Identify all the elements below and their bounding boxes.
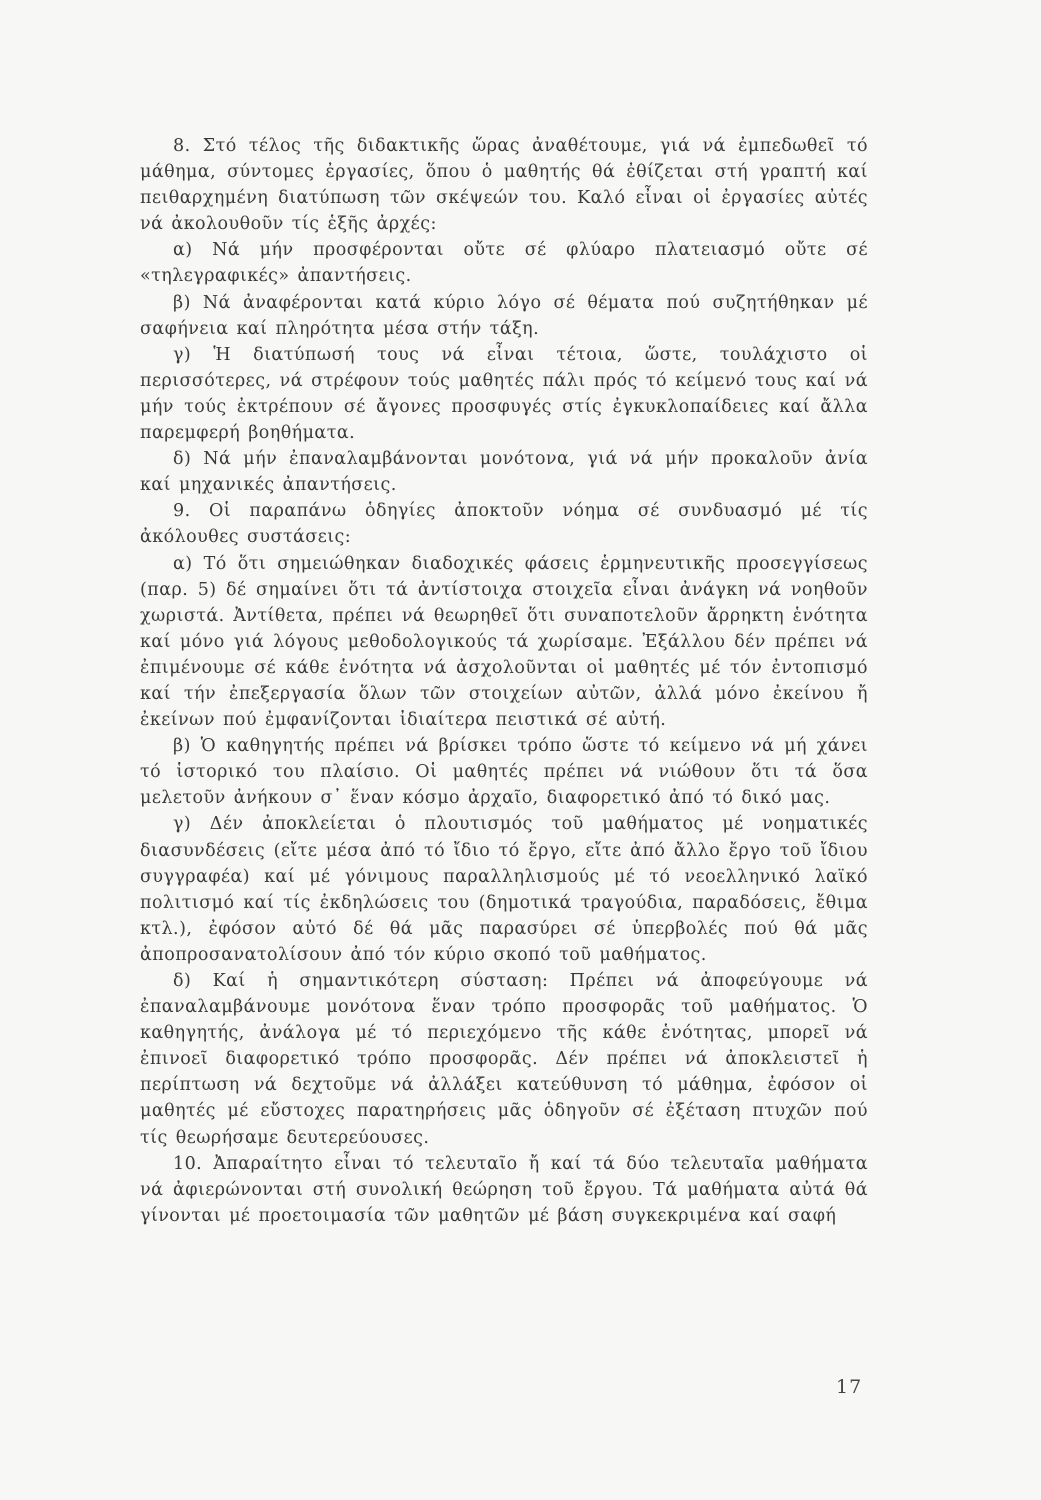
paragraph-8: 8. Στό τέλος τῆς διδακτικῆς ὥρας ἀναθέτουμε, γιά νά ἐμπεδωθεῖ τό μάθημα, σύντομες ἐργασίες, ὅπου ὁ μαθητής θά ἐθίζεται στή γραπτή καί πειθαρχημένη διατύπωση τῶν σκέψεών του. Καλό εἶναι οἱ ἐργασίες αὐτές νά ἀκολουθοῦν τίς ἑξῆς ἀρχές: (140, 136, 868, 235)
paragraph-9-gamma: γ) Δέν ἀποκλείεται ὁ πλουτισμός τοῦ μαθήματος μέ νοηματικές διασυνδέσεις (εἴτε μέσα ἀπό τό ἴδιο τό ἔργο, εἴτε ἀπό ἄλλο ἔργο τοῦ ἴδιου συγγραφέα) καί μέ γόνιμους παραλληλισμούς μέ τό νεοελληνικό λαϊκό πολιτισμό καί τίς ἐκδηλώσεις του (δημοτικά τραγούδια, παραδόσεις, ἔθιμα κτλ.), ἐφόσον αὐτό δέ θά μᾶς παρασύρει σέ ὑπερβολές πού θά μᾶς ἀποπροσανατολίσουν ἀπό τόν κύριο σκοπό τοῦ μαθήματος. (140, 814, 868, 965)
paragraph-9-alpha: α) Τό ὅτι σημειώθηκαν διαδοχικές φάσεις ἑρμηνευτικῆς προσεγγίσεως (παρ. 5) δέ σημαίνει ὅτι τά ἀντίστοιχα στοιχεῖα εἶναι ἀνάγκη νά νοηθοῦν χωριστά. Ἀντίθετα, πρέπει νά θεωρηθεῖ ὅτι συναποτελοῦν ἄρρηκτη ἑνότητα καί μόνο γιά λόγους μεθοδολογικούς τά χωρίσαμε. Ἐξάλλου δέν πρέπει νά ἐπιμένουμε σέ κάθε ἑνότητα νά ἀσχολοῦνται οἱ μαθητές μέ τόν ἐντοπισμό καί τήν ἐπεξεργασία ὅλων τῶν στοιχείων αὐτῶν, ἀλλά μόνο ἐκείνου ἤ ἐκείνων πού ἐμφανίζονται ἰδιαίτερα πειστικά σέ αὐτή. (140, 553, 868, 731)
paragraph-9: 9. Οἱ παραπάνω ὁδηγίες ἀποκτοῦν νόημα σέ συνδυασμό μέ τίς ἀκόλουθες συστάσεις: (140, 501, 868, 548)
paragraph-8-beta: β) Νά ἀναφέρονται κατά κύριο λόγο σέ θέματα πού συζητήθηκαν μέ σαφήνεια καί πληρότητα μέσα στήν τάξη. (140, 292, 868, 339)
page-number: 17 (836, 1376, 863, 1398)
paragraph-10: 10. Ἀπαραίτητο εἶναι τό τελευταῖο ἤ καί τά δύο τελευταῖα μαθήματα νά ἀφιερώνονται στή συνολική θεώρηση τοῦ ἔργου. Τά μαθήματα αὐτά θά γίνονται μέ προετοιμασία τῶν μαθητῶν μέ βάση συγκεκριμένα καί σαφή (140, 1153, 868, 1226)
paragraph-8-gamma: γ) Ἡ διατύπωσή τους νά εἶναι τέτοια, ὥστε, τουλάχιστο οἱ περισσότερες, νά στρέφουν τούς μαθητές πάλι πρός τό κείμενό τους καί νά μήν τούς ἐκτρέπουν σέ ἄγονες προσφυγές στίς ἐγκυκλοπαίδειες καί ἄλλα παρεμφερή βοηθήματα. (140, 344, 868, 444)
paragraph-9-beta: β) Ὁ καθηγητής πρέπει νά βρίσκει τρόπο ὥστε τό κείμενο νά μή χάνει τό ἱστορικό του πλαίσιο. Οἱ μαθητές πρέπει νά νιώθουν ὅτι τά ὅσα μελετοῦν ἀνήκουν σ᾽ ἕναν κόσμο ἀρχαῖο, διαφορετικό ἀπό τό δικό μας. (140, 736, 868, 809)
body-text (140, 133, 868, 1229)
paragraph-8-alpha: α) Νά μήν προσφέρονται οὔτε σέ φλύαρο πλατειασμό οὔτε σέ «τηλεγραφικές» ἀπαντήσεις. (140, 240, 868, 287)
paragraph-9-delta: δ) Καί ἡ σημαντικότερη σύσταση: Πρέπει νά ἀποφεύγουμε νά ἐπαναλαμβάνουμε μονότονα ἕναν τρόπο προσφορᾶς τοῦ μαθήματος. Ὁ καθηγητής, ἀνάλογα μέ τό περιεχόμενο τῆς κάθε ἑνότητας, μπορεῖ νά ἐπινοεῖ διαφορετικό τρόπο προσφορᾶς. Δέν πρέπει νά ἀποκλειστεῖ ἡ περίπτωση νά δεχτοῦμε νά ἀλλάξει κατεύθυνση τό μάθημα, ἐφόσον οἱ μαθητές μέ εὔστοχες παρατηρήσεις μᾶς ὁδηγοῦν σέ ἐξέταση πτυχῶν πού τίς θεωρήσαμε δευτερεύουσες. (140, 971, 868, 1148)
paragraph-8-delta: δ) Νά μήν ἐπαναλαμβάνονται μονότονα, γιά νά μήν προκαλοῦν ἀνία καί μηχανικές ἀπαντήσεις. (140, 449, 868, 496)
